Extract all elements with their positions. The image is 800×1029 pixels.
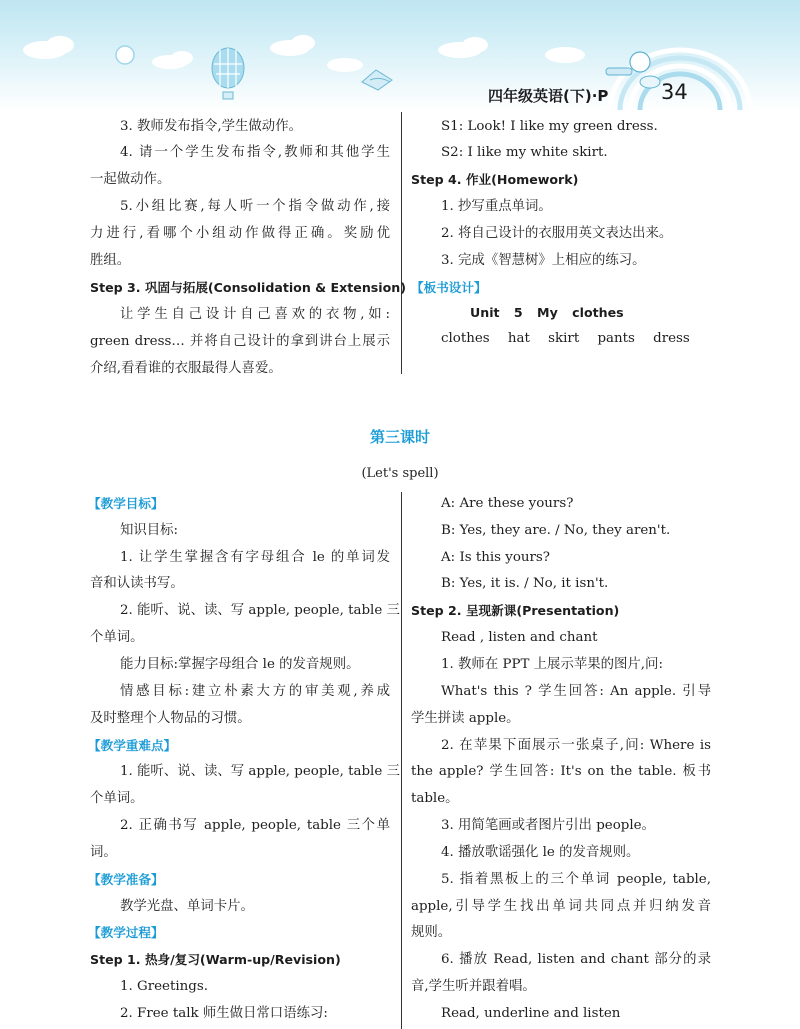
column-divider <box>401 492 402 1029</box>
text-line: What's this ? 学生回答: An apple. 引导 <box>441 684 711 699</box>
text-line: 胜组。 <box>90 253 131 268</box>
lesson-subtitle: (Let's spell) <box>361 466 439 481</box>
text-line: 4. 播放歌谣强化 le 的发音规则。 <box>441 845 640 860</box>
text-line: 5.小组比赛,每人听一个指令做动作,接 <box>120 199 390 214</box>
text-line: 一起做动作。 <box>90 172 171 187</box>
column-divider <box>401 112 402 374</box>
text-line: 3. 完成《智慧树》上相应的练习。 <box>441 253 646 268</box>
text-line: 能力目标:掌握字母组合 le 的发音规则。 <box>120 657 360 672</box>
text-line: 2. 在苹果下面展示一张桌子,问: Where is <box>441 738 711 753</box>
page-header <box>0 0 800 110</box>
board-words: clothes hat skirt pants dress <box>441 331 690 346</box>
text-line: 3. 教师发布指令,学生做动作。 <box>120 119 302 134</box>
step-heading: Step 4. 作业(Homework) <box>411 172 579 187</box>
text-line: 1. 抄写重点单词。 <box>441 199 552 214</box>
step-heading: Step 2. 呈现新课(Presentation) <box>411 603 620 618</box>
cloud-icon <box>23 35 585 72</box>
text-line: 1. 能听、说、读、写 apple, people, table 三 <box>120 764 400 779</box>
text-line: 2. 正确书写 apple, people, table 三个单 <box>120 818 390 833</box>
text-line: apple,引导学生找出单词共同点并归纳发音 <box>411 899 711 914</box>
text-line: the apple? 学生回答: It's on the table. 板书 <box>411 764 711 779</box>
text-line: 音,学生听并跟着唱。 <box>411 979 536 994</box>
lesson-title: 第三课时 <box>369 428 430 446</box>
text-line: 1. 让学生掌握含有字母组合 le 的单词发 <box>120 550 390 565</box>
section-tag: 【教学重难点】 <box>88 738 177 753</box>
text-line: B: Yes, they are. / No, they aren't. <box>441 523 671 538</box>
text-line: S1: Look! I like my green dress. <box>441 119 658 134</box>
text-line: 音和认读书写。 <box>90 576 184 591</box>
section-tag: 【教学过程】 <box>88 925 164 940</box>
text-line: 6. 播放 Read, listen and chant 部分的录 <box>441 952 711 967</box>
text-line: 规则。 <box>411 925 452 940</box>
text-line: 2. 能听、说、读、写 apple, people, table 三 <box>120 603 400 618</box>
text-line: Read , listen and chant <box>441 630 598 645</box>
text-line: 3. 用简笔画或者图片引出 people。 <box>441 818 655 833</box>
text-line: 个单词。 <box>90 630 144 645</box>
text-line: A: Are these yours? <box>441 496 574 511</box>
text-line: 5. 指着黑板上的三个单词 people, table, <box>441 872 711 887</box>
sun-icon <box>116 46 134 64</box>
section-tag: 【教学目标】 <box>88 496 164 511</box>
board-title: Unit 5 My clothes <box>470 305 624 320</box>
book-title: 四年级英语(下)·P <box>488 87 609 105</box>
text-line: table。 <box>411 791 459 806</box>
text-line: 学生拼读 apple。 <box>411 711 520 726</box>
text-line: 2. 将自己设计的衣服用英文表达出来。 <box>441 226 673 241</box>
text-line: 4. 请一个学生发布指令,教师和其他学生 <box>120 145 390 160</box>
text-line: 介绍,看看谁的衣服最得人喜爱。 <box>90 361 282 376</box>
kite-icon <box>362 70 392 90</box>
text-line: 情感目标:建立朴素大方的审美观,养成 <box>120 684 390 699</box>
section-tag: 【板书设计】 <box>411 280 487 295</box>
text-line: 个单词。 <box>90 791 144 806</box>
text-line: green dress… 并将自己设计的拿到讲台上展示 <box>90 334 390 349</box>
text-line: 2. Free talk 师生做日常口语练习: <box>120 1006 328 1021</box>
text-line: 1. Greetings. <box>120 979 208 994</box>
text-line: 及时整理个人物品的习惯。 <box>90 711 251 726</box>
text-line: 词。 <box>90 845 117 860</box>
hot-air-balloon-icon <box>212 48 244 99</box>
text-line: B: Yes, it is. / No, it isn't. <box>441 576 609 591</box>
text-line: Read, underline and listen <box>441 1006 621 1021</box>
step-heading: Step 3. 巩固与拓展(Consolidation & Extension) <box>90 280 406 295</box>
page-number: 34 <box>661 80 688 104</box>
text-line: A: Is this yours? <box>441 550 550 565</box>
text-line: 让学生自己设计自己喜欢的衣物,如: <box>120 307 390 322</box>
text-line: S2: I like my white skirt. <box>441 145 608 160</box>
text-line: 力进行,看哪个小组动作做得正确。奖励优 <box>90 226 390 241</box>
text-line: 1. 教师在 PPT 上展示苹果的图片,问: <box>441 657 663 672</box>
step-heading: Step 1. 热身/复习(Warm-up/Revision) <box>90 952 341 967</box>
text-line: 知识目标: <box>120 523 179 538</box>
section-tag: 【教学准备】 <box>88 872 164 887</box>
text-line: 教学光盘、单词卡片。 <box>120 899 254 914</box>
